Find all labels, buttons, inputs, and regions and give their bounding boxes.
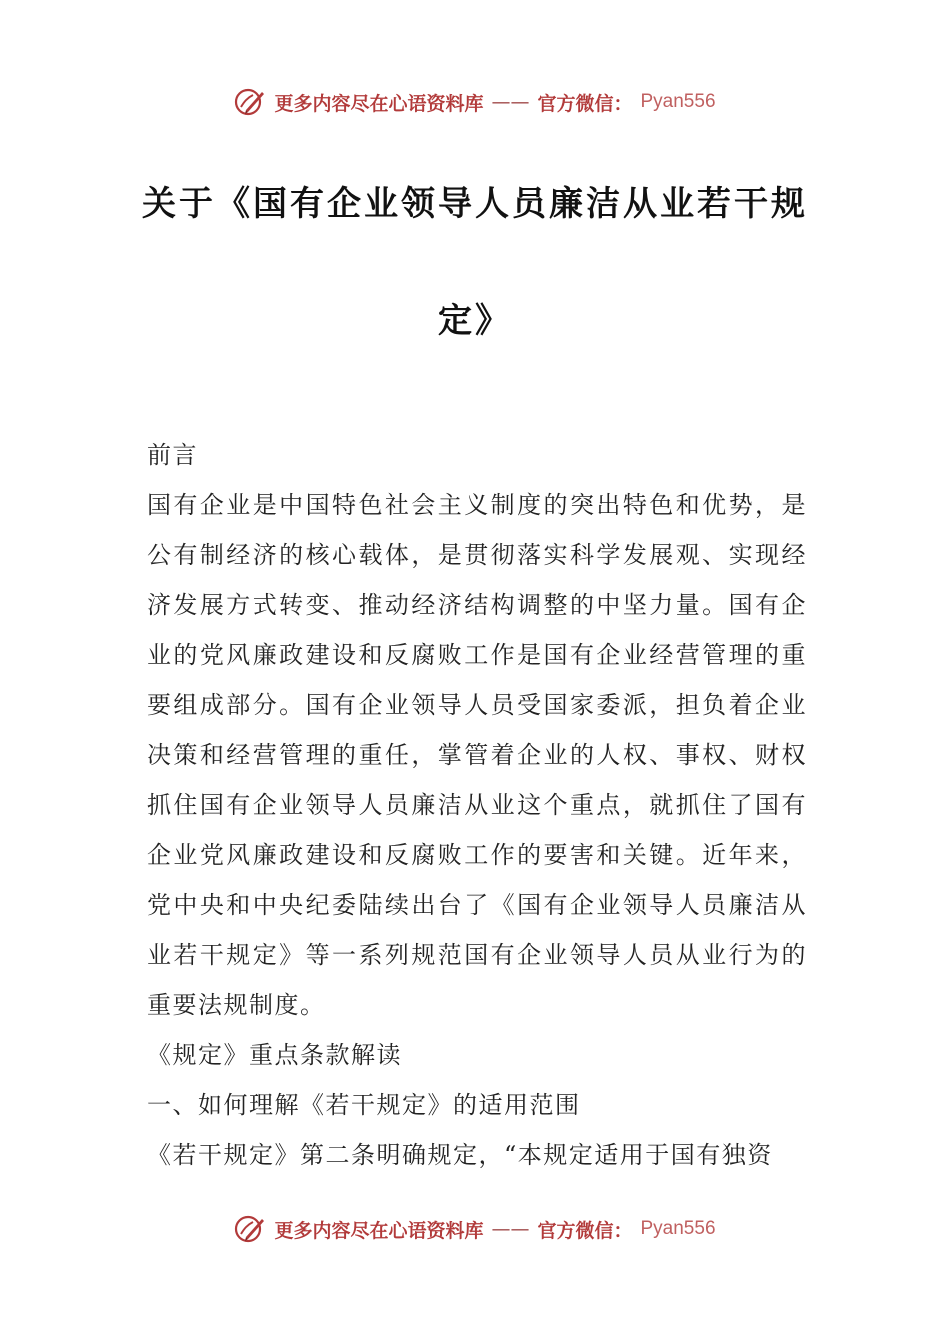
pen-logo-icon — [234, 1213, 266, 1245]
preface-paragraph: 国有企业是中国特色社会主义制度的突出特色和优势，是公有制经济的核心载体，是贯彻落实科学发展观、实现经济发展方式转变、推动经济结构调整的中坚力量。国有企业的党风廉政建设和反腐败工作是国有企业经营管理的重要组成部分。国有企业领导人员受国家委派，担负着企业决策和经营管理的重任，掌管着企业的人权、事权、财权抓住国有企业领导人员廉洁从业这个重点，就抓住了国有企业党风廉政建设和反腐败工作的要害和关键。近年来，党中央和中央纪委陆续出台了《国有企业领导人员廉洁从业若干规定》等一系列规范国有企业领导人员从业行为的重要法规制度。 — [147, 491, 807, 1019]
watermark-id: Pyan556 — [640, 1218, 716, 1239]
watermark-label: 官方微信： — [537, 1219, 633, 1242]
document-title-line2: 定》 — [438, 301, 512, 341]
watermark-separator: —— — [491, 1218, 530, 1240]
watermark-separator: —— — [491, 91, 530, 113]
subsection-paragraph: 《若干规定》第二条明确规定，“本规定适用于国有独资 — [147, 1141, 773, 1169]
document-body — [147, 430, 807, 1180]
document-title-line1: 关于《国有企业领导人员廉洁从业若干规 — [142, 184, 808, 224]
section-heading: 《规定》重点条款解读 — [147, 1041, 402, 1069]
watermark-site-name: 更多内容尽在心语资料库 — [274, 92, 484, 115]
watermark-id: Pyan556 — [640, 91, 716, 112]
footer-watermark — [0, 1209, 950, 1249]
preface-heading: 前言 — [147, 441, 198, 469]
header-watermark — [0, 82, 950, 122]
watermark-site-name: 更多内容尽在心语资料库 — [274, 1219, 484, 1242]
pen-logo-icon — [234, 86, 266, 118]
subsection-heading: 一、如何理解《若干规定》的适用范围 — [147, 1091, 581, 1119]
watermark-label: 官方微信： — [537, 92, 633, 115]
